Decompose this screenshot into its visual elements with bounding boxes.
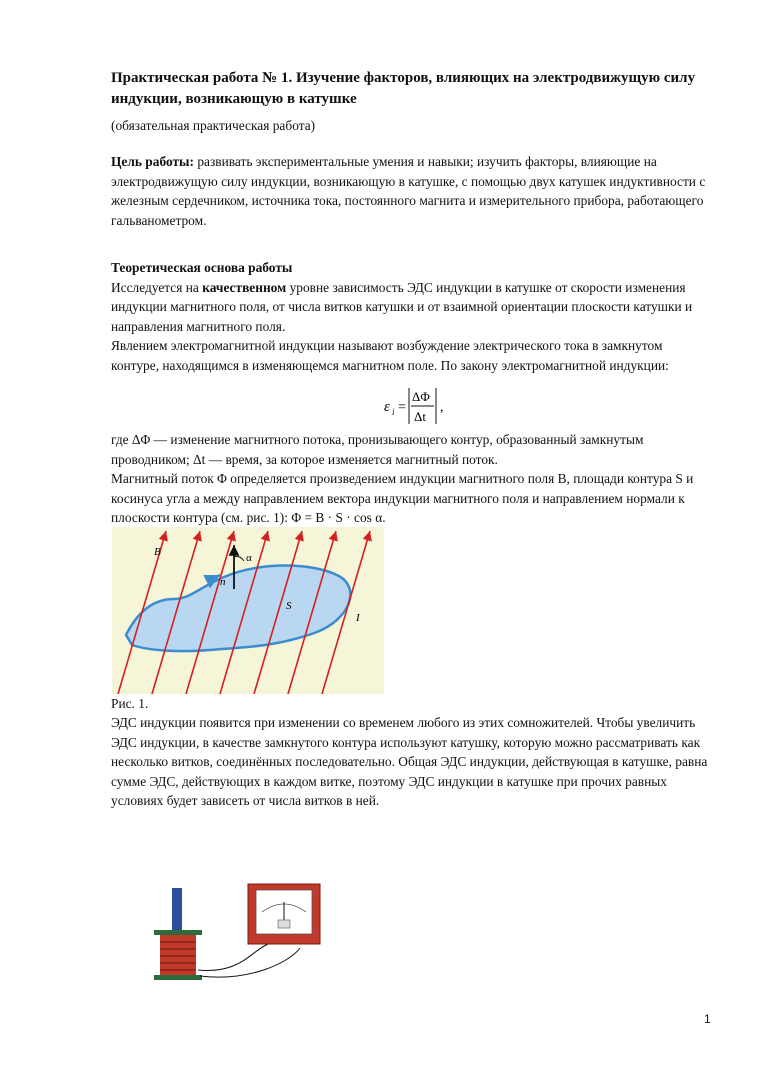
wire-1 [198, 944, 268, 970]
definitions-line-1: где ΔΦ — изменение магнитного потока, пронизывающего контур, образованный замкнутым проводником; Δt — время, за которое изменяется магнитный поток. [111, 432, 644, 467]
galvanometer-knob [278, 920, 290, 928]
emf-formula-svg [382, 386, 462, 426]
theory-p1-end: уровне зависимость ЭДС индукции в катушке от скорости изменения индукции магнитного поля, от числа витков катушки и от взаимной ориентации плоскости катушки и направления магнитного поля. [111, 279, 693, 334]
formula-numerator: ΔΦ [412, 389, 430, 404]
definitions-line-2: Магнитный поток Φ определяется произведением индукции магнитного поля B, площади контура S и косинуса угла a между направлением вектора индукции магнитного поля и направлением нормали к плоскости контура (см. рис. 1): Φ = B · S · cos α. [111, 471, 694, 525]
formula-denominator: Δt [414, 409, 426, 424]
emf-formula [382, 386, 462, 426]
subtitle: (обязательная практическая работа) [111, 118, 316, 133]
coil-bottom-plate [154, 975, 202, 980]
goal-label: Цель работы: [111, 154, 194, 169]
label-S: S [286, 600, 292, 612]
definitions [111, 430, 711, 528]
label-B: B [154, 546, 161, 558]
label-n: n [220, 576, 226, 588]
wire-2 [200, 948, 300, 977]
page-number: 1 [704, 1012, 711, 1026]
page-title: Практическая работа № 1. Изучение факторов, влияющих на электродвижущую силу индукции, возникающую в катушке [111, 70, 696, 107]
theory-heading: Теоретическая основа работы [111, 260, 293, 275]
coil-windings [160, 935, 196, 975]
theory-section [111, 258, 711, 375]
goal-text: развивать экспериментальные умения и навыки; изучить факторы, влияющие на электродвижущую силу индукции, возникающую в катушке, с помощью двух катушек индуктивности с железным сердечником, источника тока, постоянного магнита и измерительного прибора, работающего гальванометром. [111, 154, 706, 228]
theory-p1-start: Исследуется на [111, 279, 203, 295]
theory-paragraph-2: Явлением электромагнитной индукции называют возбуждение электрического тока в замкнутом контуре, находящимся в изменяющемся магнитном поле. По закону электромагнитной индукции: [111, 338, 669, 373]
figure-1-magnetic-flux [112, 527, 384, 694]
figure-2-svg [130, 882, 330, 994]
figure-1-caption: Рис. 1. [111, 696, 149, 711]
coil-top-plate [154, 930, 202, 935]
goal-paragraph [111, 152, 711, 230]
formula-lhs-subscript: i [392, 407, 395, 417]
formula-comma: , [440, 400, 444, 415]
label-alpha: α [246, 552, 252, 564]
magnet [172, 888, 182, 932]
label-I: I [356, 612, 360, 624]
theory-p1-bold: качественном [202, 279, 287, 295]
formula-equals: = [398, 400, 406, 415]
figure-2-coil-galvanometer [130, 882, 330, 994]
theory-paragraph-1 [111, 278, 711, 337]
formula-lhs: ε [384, 399, 390, 415]
figure-1-svg [112, 527, 384, 694]
body-paragraph-2: ЭДС индукции появится при изменении со временем любого из этих сомножителей. Чтобы увеличить ЭДС индукции, в качестве замкнутого контура используют катушку, которую можно рассматривать как несколько витков, соединённых последовательно. Общая ЭДС индукции, действующая в катушке, равна сумме ЭДС, действующих в каждом витке, поэтому ЭДС индукции в катушке при прочих равных условиях будет зависеть от числа витков в ней. [111, 715, 708, 808]
